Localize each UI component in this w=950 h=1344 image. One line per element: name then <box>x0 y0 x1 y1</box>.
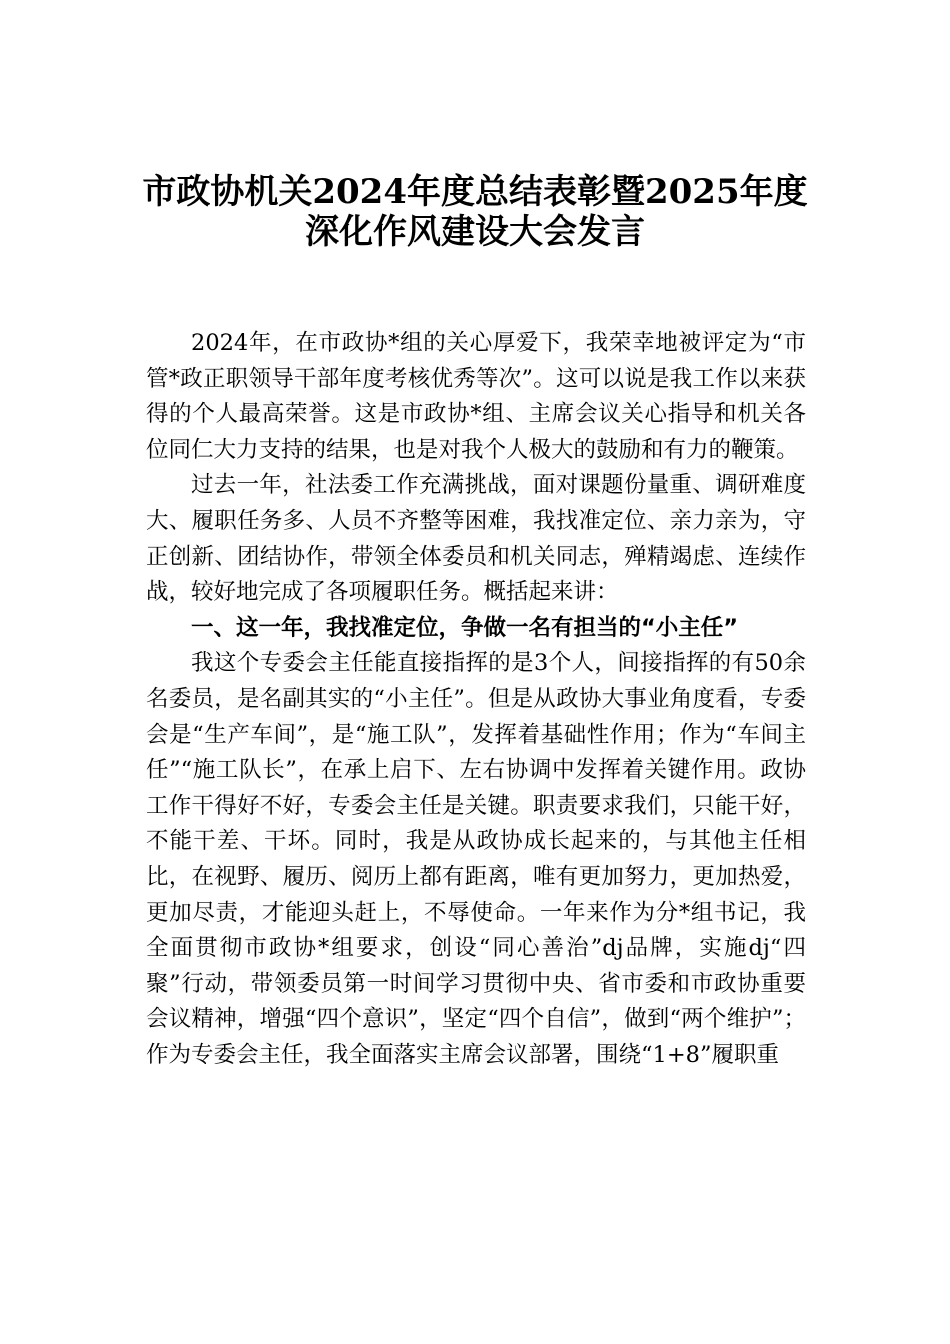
document-title-line-2: 深化作风建设大会发言 <box>305 212 645 252</box>
document-title-line-1: 市政协机关2024年度总结表彰暨2025年度 <box>142 172 808 212</box>
paragraph-section-1-body: 我这个专委会主任能直接指挥的是3个人，间接指挥的有50余名委员，是名副其实的“小主任”。但是从政协大事业角度看，专委会是“生产车间”，是“施工队”，发挥着基础性作用；作为“车间主任”“施工队长”，在承上启下、左右协调中发挥着关键作用。政协工作干得好不好，专委会主任是关键。职责要求我们，只能干好，不能干差、干坏。同时，我是从政协成长起来的，与其他主任相比，在视野、履历、阅历上都有距离，唯有更加努力，更加热爱，更加尽责，才能迎头赶上，不辱使命。一年来作为分*组书记，我全面贯彻市政协*组要求，创设“同心善治”dj品牌，实施dj“四聚”行动，带领委员第一时间学习贯彻中央、省市委和市政协重要会议精神，增强“四个意识”，坚定“四个自信”，做到“两个维护”；作为专委会主任，我全面落实主席会议部署，围绕“1+8”履职重 <box>146 650 806 1068</box>
paragraph-intro: 2024年，在市政协*组的关心厚爱下，我荣幸地被评定为“市管*政正职领导干部年度考核优秀等次”。这可以说是我工作以来获得的个人最高荣誉。这是市政协*组、主席会议关心指导和机关各位同仁大力支持的结果，也是对我个人极大的鼓励和有力的鞭策。 <box>146 330 806 463</box>
paragraph-summary: 过去一年，社法委工作充满挑战，面对课题份量重、调研难度大、履职任务多、人员不齐整等困难，我找准定位、亲力亲为，守正创新、团结协作，带领全体委员和机关同志，殚精竭虑、连续作战，较好地完成了各项履职任务。概括起来讲： <box>146 472 806 606</box>
section-heading-1: 一、这一年，我找准定位，争做一名有担当的“小主任” <box>191 614 739 641</box>
document-body <box>146 326 806 1073</box>
